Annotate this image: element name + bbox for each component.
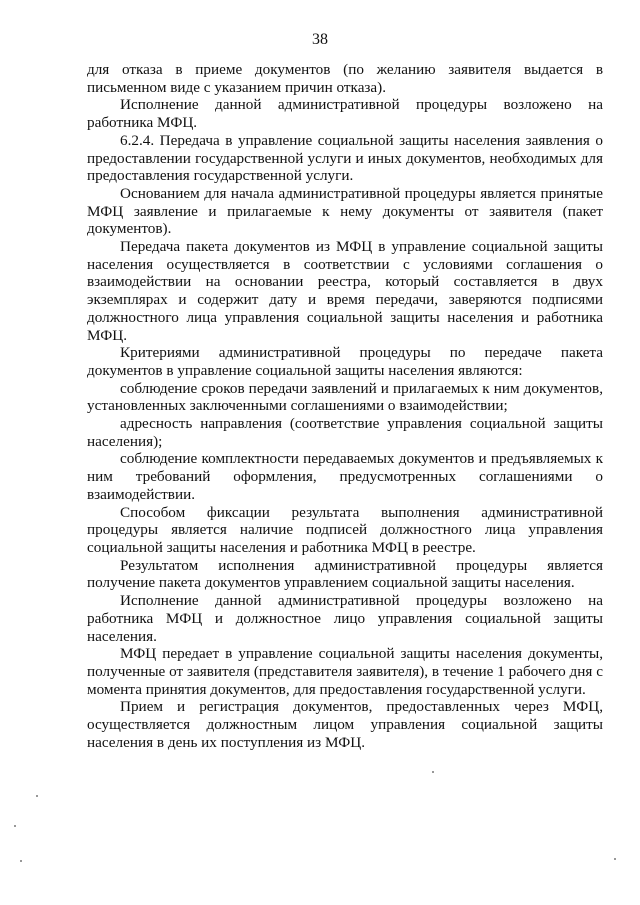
paragraph-result: Результатом исполнения административной процедуры является получение пакета документов управлением социальной защиты населения. [87, 556, 603, 592]
paragraph-mfc-transfer: МФЦ передает в управление социальной защиты населения документы, полученные от заявителя (представителя заявителя), в течение 1 рабочего дня с момента принятия документов, для предоставления государственной услуги. [87, 645, 603, 698]
scan-speck [432, 771, 434, 773]
scan-speck [36, 795, 38, 797]
paragraph-reception: Прием и регистрация документов, предоставленных через МФЦ, осуществляется должностным лицом управления социальной защиты населения в день их поступления из МФЦ. [87, 698, 603, 751]
paragraph-basis: Основанием для начала административной процедуры является принятые МФЦ заявление и прилагаемые к нему документы от заявителя (пакет документов). [87, 184, 603, 238]
criteria-item-completeness: соблюдение комплектности передаваемых документов и предъявляемых к ним требований оформления, предусмотренных соглашениями о взаимодействии. [87, 450, 603, 503]
paragraph-criteria: Критериями административной процедуры по передаче пакета документов в управление социальной защиты населения являются: [87, 344, 603, 379]
scan-speck [20, 860, 22, 862]
criteria-item-addressing: адресность направления (соответствие управления социальной защиты населения); [87, 415, 603, 450]
scan-speck [614, 858, 616, 860]
paragraph-responsibility-joint: Исполнение данной административной процедуры возложено на работника МФЦ и должностное лицо управления социальной защиты населения. [87, 592, 603, 645]
paragraph-fixation: Способом фиксации результата выполнения административной процедуры является наличие подписей должностного лица управления социальной защиты населения и работника МФЦ в реестре. [87, 503, 603, 556]
criteria-item-deadlines: соблюдение сроков передачи заявлений и прилагаемых к ним документов, установленных заключенными соглашениями о взаимодействии; [87, 379, 603, 415]
paragraph-continuation: для отказа в приеме документов (по желанию заявителя выдается в письменном виде с указанием причин отказа). [87, 61, 603, 96]
document-body [87, 61, 603, 751]
page-number: 38 [312, 31, 328, 48]
paragraph-transfer: Передача пакета документов из МФЦ в управление социальной защиты населения осуществляется в соответствии с условиями соглашения о взаимодействии на основании реестра, который составляется в двух экземплярах и содержит дату и время передачи, заверяются подписями должностного лица управления социальной защиты населения и работника МФЦ. [87, 238, 603, 344]
section-6-2-4-heading: 6.2.4. Передача в управление социальной защиты населения заявления о предоставлении государственной услуги и иных документов, необходимых для предоставления государственной услуги. [87, 131, 603, 185]
scan-speck [14, 825, 16, 827]
paragraph-responsibility-mfc: Исполнение данной административной процедуры возложено на работника МФЦ. [87, 96, 603, 132]
